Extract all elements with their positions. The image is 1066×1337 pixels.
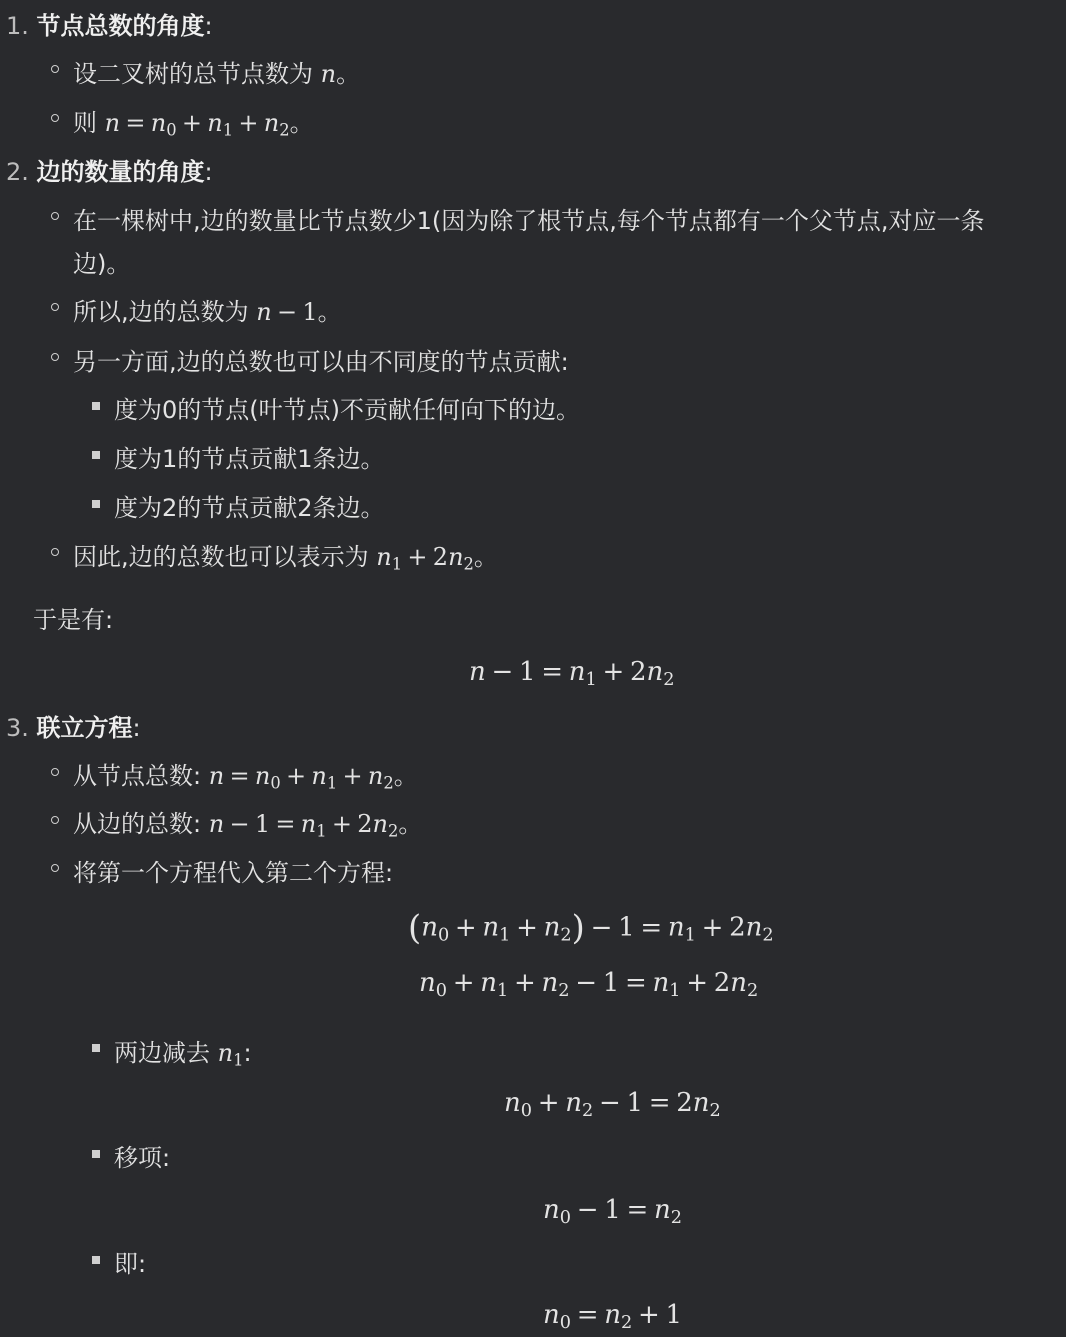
section-title: 节点总数的角度 bbox=[36, 12, 205, 40]
bullet-square-icon bbox=[92, 1150, 100, 1158]
bullet-icon bbox=[51, 864, 59, 872]
display-equation: (n0 + n1 + n2) − 1 = n1 + 2n2 bbox=[408, 908, 774, 947]
section-title: 边的数量的角度 bbox=[36, 158, 205, 186]
bullet-icon bbox=[51, 114, 59, 122]
list-item: 因此,边的总数也可以表示为 n1 + 2n2。 bbox=[73, 543, 498, 574]
list-item: 在一棵树中,边的数量比节点数少1(因为除了根节点,每个节点都有一个父节点,对应一条 bbox=[73, 207, 985, 235]
list-number: 3. bbox=[6, 714, 29, 742]
math-var: n bbox=[320, 60, 337, 88]
paragraph: 于是有: bbox=[33, 606, 114, 634]
math-expression: n = n0 + n1 + n2 bbox=[104, 109, 290, 140]
list-item: 从边的总数: n − 1 = n1 + 2n2。 bbox=[73, 810, 423, 841]
display-equation: n − 1 = n1 + 2n2 bbox=[469, 657, 675, 690]
sub-list-item: 即: bbox=[114, 1250, 147, 1278]
bullet-icon bbox=[51, 768, 59, 776]
sub-list-item: 度为0的节点(叶节点)不贡献任何向下的边。 bbox=[114, 396, 580, 424]
list-item: 设二叉树的总节点数为 n。 bbox=[73, 60, 361, 88]
list-item: 所以,边的总数为 n − 1。 bbox=[73, 298, 342, 326]
sub-list-item: 两边减去 n1: bbox=[114, 1039, 252, 1070]
list-number: 1. bbox=[6, 12, 29, 40]
sub-list-item: 移项: bbox=[114, 1144, 171, 1172]
display-equation: n0 − 1 = n2 bbox=[543, 1195, 683, 1228]
bullet-square-icon bbox=[92, 1256, 100, 1264]
list-item-continued: 边)。 bbox=[73, 250, 131, 278]
section-3-heading bbox=[6, 708, 141, 743]
bullet-square-icon bbox=[92, 402, 100, 410]
list-item: 从节点总数: n = n0 + n1 + n2。 bbox=[73, 762, 418, 793]
bullet-square-icon bbox=[92, 1044, 100, 1052]
colon: : bbox=[204, 12, 213, 40]
bullet-square-icon bbox=[92, 451, 100, 459]
bullet-icon bbox=[51, 548, 59, 556]
display-equation: n0 + n2 − 1 = 2n2 bbox=[504, 1088, 721, 1121]
colon: : bbox=[132, 714, 141, 742]
section-2-heading bbox=[6, 152, 213, 187]
display-equation: n0 + n1 + n2 − 1 = n1 + 2n2 bbox=[419, 968, 759, 1001]
bullet-icon bbox=[51, 303, 59, 311]
list-item: 则 n = n0 + n1 + n2。 bbox=[73, 109, 314, 140]
section-title: 联立方程 bbox=[36, 714, 133, 742]
display-equation: n0 = n2 + 1 bbox=[543, 1300, 683, 1333]
list-number: 2. bbox=[6, 158, 29, 186]
colon: : bbox=[204, 158, 213, 186]
sub-list-item: 度为1的节点贡献1条边。 bbox=[114, 445, 385, 473]
bullet-icon bbox=[51, 65, 59, 73]
list-item: 另一方面,边的总数也可以由不同度的节点贡献: bbox=[73, 348, 569, 376]
bullet-icon bbox=[51, 353, 59, 361]
list-item: 将第一个方程代入第二个方程: bbox=[73, 859, 394, 887]
section-1-heading bbox=[6, 6, 213, 41]
bullet-icon bbox=[51, 212, 59, 220]
sub-list-item: 度为2的节点贡献2条边。 bbox=[114, 494, 385, 522]
bullet-icon bbox=[51, 816, 59, 824]
bullet-square-icon bbox=[92, 500, 100, 508]
